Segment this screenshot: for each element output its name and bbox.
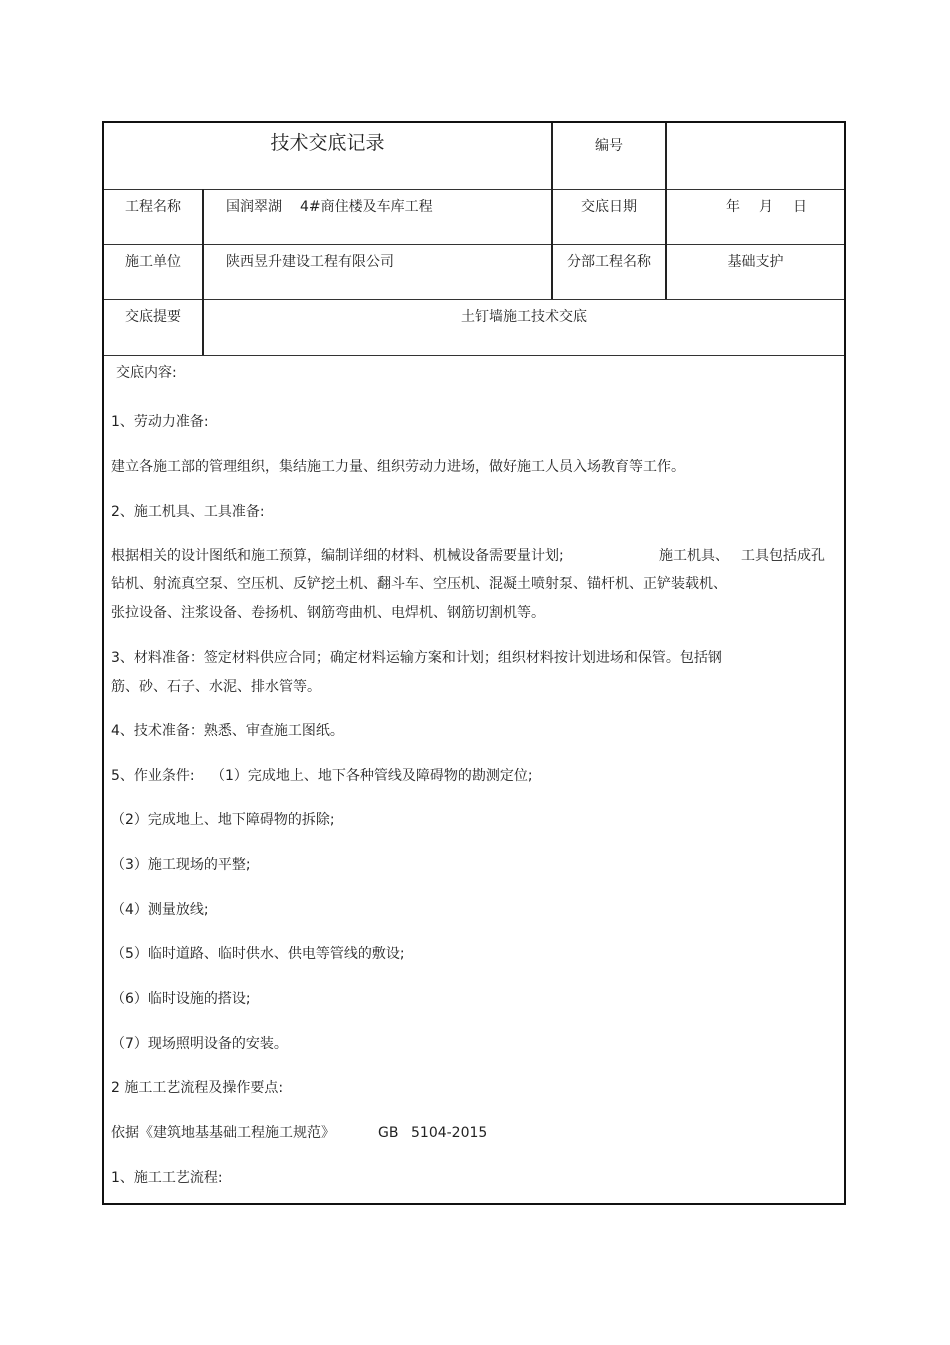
section-2-line-2: 钻机、射流真空泵、空压机、反铲挖土机、翻斗车、空压机、混凝土喷射泵、锚杆机、正铲装载机、 — [111, 576, 727, 592]
date-day: 日 — [793, 199, 807, 215]
section-3-line-1: 3、材料准备：签定材料供应合同；确定材料运输方案和计划；组织材料按计划进场和保管。包括钢 — [111, 650, 722, 666]
condition-7: （7）现场照明设备的安装。 — [111, 1036, 288, 1052]
condition-5: （5）临时道路、临时供水、供电等管线的敷设; — [111, 946, 405, 962]
summary-value: 土钉墙施工技术交底 — [461, 309, 587, 325]
disclosure-record-form — [102, 121, 846, 1205]
section-2-line-3: 张拉设备、注浆设备、卷扬机、钢筋弯曲机、电焊机、钢筋切割机等。 — [111, 605, 545, 621]
date-year: 年 — [726, 199, 740, 215]
unit-value: 陕西昱升建设工程有限公司 — [226, 254, 394, 270]
section-2-line-1a: 根据相关的设计图纸和施工预算，编制详细的材料、机械设备需要量计划; — [111, 548, 564, 564]
row-divider — [104, 299, 844, 300]
section-2-line-1b: 施工机具、 — [659, 548, 729, 564]
date-label: 交底日期 — [581, 199, 637, 215]
section-2-line-1c: 工具包括成孔 — [741, 548, 825, 564]
part-2-title: 2 施工工艺流程及操作要点: — [111, 1080, 284, 1096]
condition-3: （3）施工现场的平整; — [111, 857, 251, 873]
condition-1: （1）完成地上、地下各种管线及障碍物的勘测定位; — [211, 768, 533, 784]
basis-standard-number: 5104-2015 — [411, 1125, 488, 1141]
condition-2: （2）完成地上、地下障碍物的拆除; — [111, 812, 335, 828]
row-divider — [104, 355, 844, 356]
column-divider — [665, 123, 667, 299]
section-1-body: 建立各施工部的管理组织，集结施工力量、组织劳动力进场，做好施工人员入场教育等工作。 — [111, 459, 685, 475]
column-divider — [202, 189, 204, 355]
basis-standard-prefix: GB — [378, 1125, 399, 1141]
section-3-line-2: 筋、砂、石子、水泥、排水管等。 — [111, 679, 321, 695]
section-1-title: 1、劳动力准备: — [111, 414, 209, 430]
date-month: 月 — [759, 199, 773, 215]
row-divider — [104, 189, 844, 190]
section-4: 4、技术准备：熟悉、审查施工图纸。 — [111, 723, 344, 739]
section-5-label: 5、作业条件: — [111, 768, 195, 784]
project-name-value-a: 国润翠湖 — [226, 199, 282, 215]
row-divider — [104, 244, 844, 245]
form-title: 技术交底记录 — [270, 132, 385, 154]
basis-text: 依据《建筑地基基础工程施工规范》 — [111, 1125, 335, 1141]
condition-4: （4）测量放线; — [111, 902, 209, 918]
project-name-label: 工程名称 — [125, 199, 181, 215]
subproject-label: 分部工程名称 — [567, 254, 651, 270]
unit-label: 施工单位 — [125, 254, 181, 270]
condition-6: （6）临时设施的搭设; — [111, 991, 251, 1007]
subproject-value: 基础支护 — [727, 254, 784, 270]
project-name-value-b: 4#商住楼及车库工程 — [300, 199, 433, 215]
process-flow-title: 1、施工工艺流程: — [111, 1170, 223, 1186]
summary-label: 交底提要 — [125, 309, 181, 325]
section-2-title: 2、施工机具、工具准备: — [111, 504, 265, 520]
content-heading: 交底内容: — [116, 365, 177, 381]
number-label: 编号 — [595, 138, 623, 154]
